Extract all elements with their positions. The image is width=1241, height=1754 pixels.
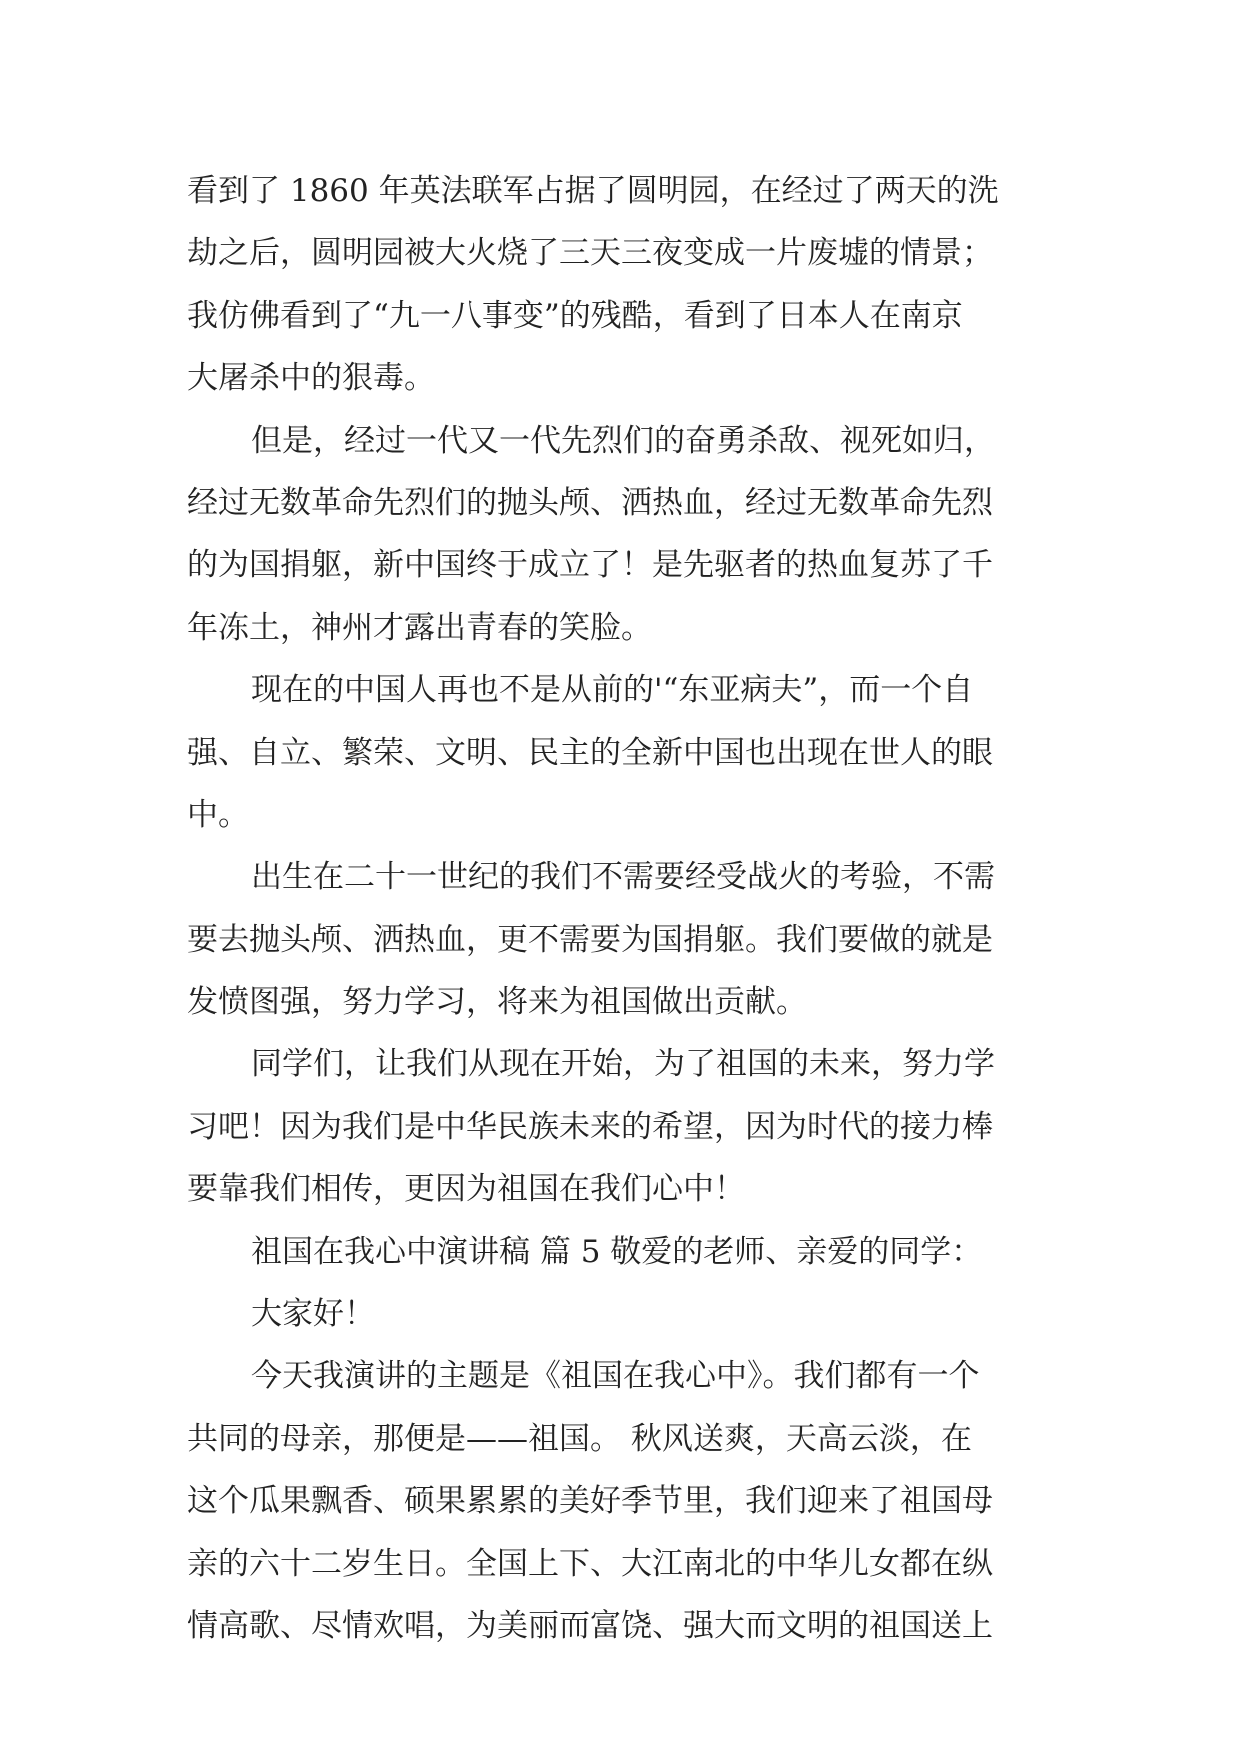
- text-line: 中。: [187, 796, 249, 833]
- text-line: 亲的六十二岁生日。全国上下、大江南北的中华儿女都在纵: [187, 1545, 993, 1582]
- document-page: [187, 160, 1067, 1657]
- text-line: 共同的母亲，那便是——祖国。 秋风送爽，天高云淡，在: [187, 1420, 972, 1457]
- text-line: 的为国捐躯，新中国终于成立了！是先驱者的热血复苏了千: [187, 547, 993, 584]
- text-line: 看到了 1860 年英法联军占据了圆明园，在经过了两天的洗: [187, 173, 999, 209]
- text-line: 要去抛头颅、洒热血，更不需要为国捐躯。我们要做的就是: [187, 921, 993, 958]
- paragraph-first-line: 出生在二十一世纪的我们不需要经受战火的考验，不需: [251, 859, 995, 896]
- text-line: 发愤图强，努力学习，将来为祖国做出贡献。: [187, 984, 807, 1021]
- greeting-line: 大家好！: [251, 1296, 375, 1333]
- text-line: 习吧！因为我们是中华民族未来的希望，因为时代的接力棒: [187, 1108, 993, 1145]
- text-line: 强、自立、繁荣、文明、民主的全新中国也出现在世人的眼: [187, 734, 993, 771]
- paragraph-first-line: 现在的中国人再也不是从前的'“东亚病夫”，而一个自: [251, 672, 974, 709]
- paragraph-first-line: 同学们，让我们从现在开始，为了祖国的未来，努力学: [251, 1046, 995, 1083]
- text-line: 大屠杀中的狠毒。: [187, 360, 435, 397]
- text-line: 这个瓜果飘香、硕果累累的美好季节里，我们迎来了祖国母: [187, 1483, 993, 1520]
- text-line: 我仿佛看到了“九一八事变”的残酷，看到了日本人在南京: [187, 297, 963, 334]
- paragraph-first-line: 但是，经过一代又一代先烈们的奋勇杀敌、视死如归，: [251, 422, 995, 459]
- text-line: 经过无数革命先烈们的抛头颅、洒热血，经过无数革命先烈: [187, 484, 993, 521]
- text-line: 劫之后，圆明园被大火烧了三天三夜变成一片废墟的情景；: [187, 235, 993, 272]
- text-line: 要靠我们相传，更因为祖国在我们心中！: [187, 1171, 745, 1208]
- paragraph-first-line: 今天我演讲的主题是《祖国在我心中》。我们都有一个: [251, 1358, 980, 1395]
- section-heading-line: 祖国在我心中演讲稿 篇 5 敬爱的老师、亲爱的同学：: [251, 1233, 983, 1270]
- text-line: 情高歌、尽情欢唱，为美丽而富饶、强大而文明的祖国送上: [187, 1607, 993, 1644]
- text-line: 年冻土，神州才露出青春的笑脸。: [187, 609, 652, 646]
